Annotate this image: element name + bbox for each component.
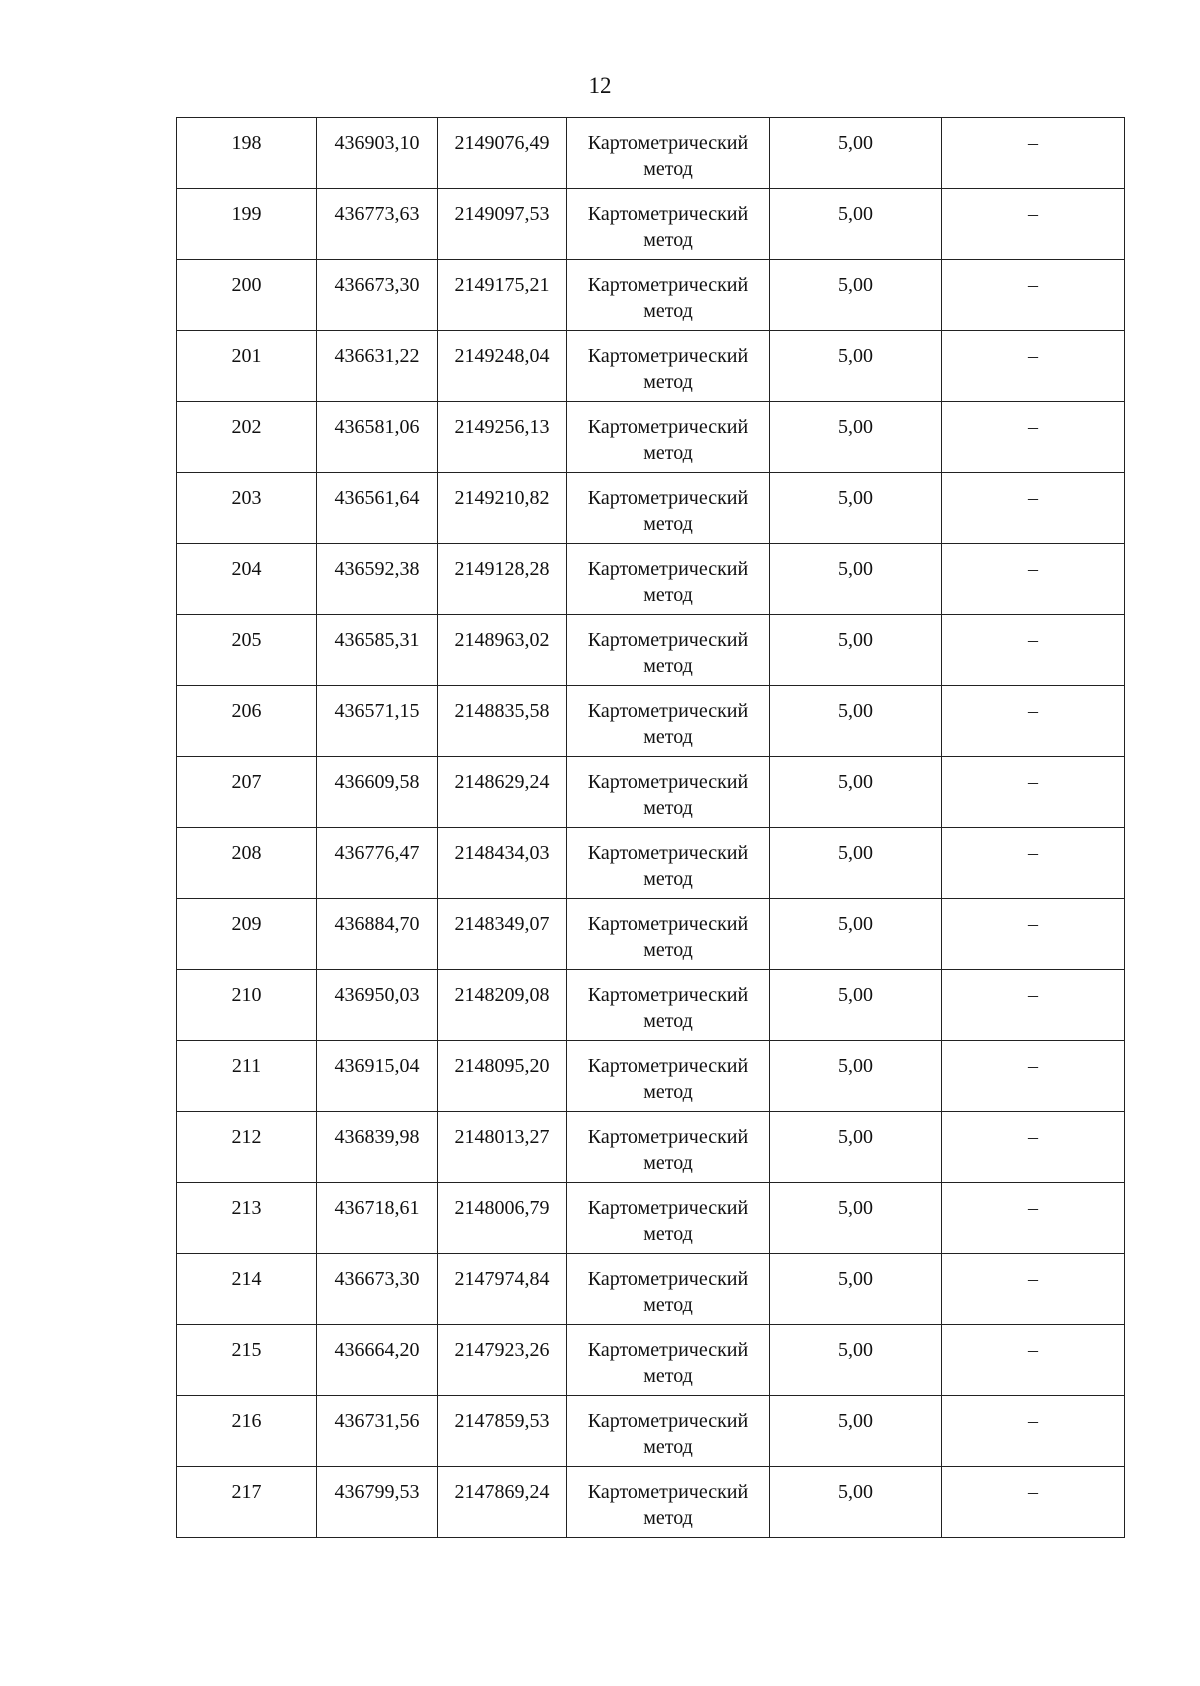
- table-row: [177, 1183, 1125, 1254]
- table-row: [177, 1041, 1125, 1112]
- table-row: [177, 189, 1125, 260]
- x-coordinate-cell: 436773,63: [317, 189, 438, 260]
- page-number: 12: [588, 73, 612, 98]
- method-line-1: Картометрический: [587, 1197, 749, 1219]
- method-line-1: Картометрический: [587, 345, 749, 367]
- accuracy-cell: 5,00: [770, 260, 942, 331]
- note-cell: –: [942, 686, 1125, 757]
- y-coordinate-cell: 2147869,24: [438, 1467, 567, 1538]
- x-coordinate-cell: 436950,03: [317, 970, 438, 1041]
- point-number-cell: 212: [177, 1112, 317, 1183]
- accuracy-cell: 5,00: [770, 1183, 942, 1254]
- accuracy-cell: 5,00: [770, 473, 942, 544]
- method-cell: [567, 473, 770, 544]
- method-line-1: Картометрический: [587, 1268, 749, 1290]
- x-coordinate-cell: 436776,47: [317, 828, 438, 899]
- point-number-cell: 217: [177, 1467, 317, 1538]
- note-cell: –: [942, 1112, 1125, 1183]
- note-cell: –: [942, 970, 1125, 1041]
- method-line-1: Картометрический: [587, 842, 749, 864]
- x-coordinate-cell: 436631,22: [317, 331, 438, 402]
- x-coordinate-cell: 436609,58: [317, 757, 438, 828]
- method-line-2: метод: [643, 1436, 693, 1458]
- method-line-2: метод: [643, 229, 693, 251]
- table-row: [177, 118, 1125, 189]
- method-line-1: Картометрический: [587, 132, 749, 154]
- accuracy-cell: 5,00: [770, 1041, 942, 1112]
- method-line-2: метод: [643, 868, 693, 890]
- method-cell: [567, 1467, 770, 1538]
- y-coordinate-cell: 2149128,28: [438, 544, 567, 615]
- note-cell: –: [942, 1396, 1125, 1467]
- method-line-2: метод: [643, 371, 693, 393]
- table-row: [177, 899, 1125, 970]
- method-cell: [567, 1254, 770, 1325]
- method-line-2: метод: [643, 1152, 693, 1174]
- method-line-1: Картометрический: [587, 1126, 749, 1148]
- table-row: [177, 402, 1125, 473]
- method-line-2: метод: [643, 442, 693, 464]
- note-cell: –: [942, 544, 1125, 615]
- accuracy-cell: 5,00: [770, 899, 942, 970]
- coordinates-table: [176, 117, 1125, 1538]
- method-cell: [567, 686, 770, 757]
- point-number-cell: 216: [177, 1396, 317, 1467]
- point-number-cell: 204: [177, 544, 317, 615]
- method-line-1: Картометрический: [587, 1055, 749, 1077]
- accuracy-cell: 5,00: [770, 118, 942, 189]
- table-row: [177, 1467, 1125, 1538]
- accuracy-cell: 5,00: [770, 189, 942, 260]
- note-cell: –: [942, 1254, 1125, 1325]
- method-cell: [567, 828, 770, 899]
- y-coordinate-cell: 2148209,08: [438, 970, 567, 1041]
- accuracy-cell: 5,00: [770, 1467, 942, 1538]
- y-coordinate-cell: 2148835,58: [438, 686, 567, 757]
- y-coordinate-cell: 2149097,53: [438, 189, 567, 260]
- method-line-2: метод: [643, 300, 693, 322]
- y-coordinate-cell: 2147974,84: [438, 1254, 567, 1325]
- accuracy-cell: 5,00: [770, 331, 942, 402]
- note-cell: –: [942, 402, 1125, 473]
- table-row: [177, 1254, 1125, 1325]
- point-number-cell: 214: [177, 1254, 317, 1325]
- table-row: [177, 1325, 1125, 1396]
- accuracy-cell: 5,00: [770, 402, 942, 473]
- y-coordinate-cell: 2148095,20: [438, 1041, 567, 1112]
- accuracy-cell: 5,00: [770, 1396, 942, 1467]
- point-number-cell: 213: [177, 1183, 317, 1254]
- y-coordinate-cell: 2147859,53: [438, 1396, 567, 1467]
- note-cell: –: [942, 260, 1125, 331]
- point-number-cell: 207: [177, 757, 317, 828]
- method-cell: [567, 1325, 770, 1396]
- table-row: [177, 331, 1125, 402]
- note-cell: –: [942, 1325, 1125, 1396]
- x-coordinate-cell: 436664,20: [317, 1325, 438, 1396]
- note-cell: –: [942, 1467, 1125, 1538]
- table-body: [177, 118, 1125, 1538]
- y-coordinate-cell: 2148434,03: [438, 828, 567, 899]
- accuracy-cell: 5,00: [770, 686, 942, 757]
- note-cell: –: [942, 1041, 1125, 1112]
- method-line-2: метод: [643, 513, 693, 535]
- method-line-1: Картометрический: [587, 1481, 749, 1503]
- table-row: [177, 1396, 1125, 1467]
- method-line-2: метод: [643, 1223, 693, 1245]
- method-line-2: метод: [643, 1507, 693, 1529]
- method-line-2: метод: [643, 797, 693, 819]
- method-line-2: метод: [643, 939, 693, 961]
- y-coordinate-cell: 2148349,07: [438, 899, 567, 970]
- table-row: [177, 544, 1125, 615]
- accuracy-cell: 5,00: [770, 1254, 942, 1325]
- method-line-2: метод: [643, 655, 693, 677]
- y-coordinate-cell: 2148629,24: [438, 757, 567, 828]
- method-line-1: Картометрический: [587, 771, 749, 793]
- point-number-cell: 209: [177, 899, 317, 970]
- accuracy-cell: 5,00: [770, 1112, 942, 1183]
- method-line-1: Картометрический: [587, 558, 749, 580]
- method-cell: [567, 757, 770, 828]
- method-line-1: Картометрический: [587, 913, 749, 935]
- table-row: [177, 260, 1125, 331]
- method-line-2: метод: [643, 1294, 693, 1316]
- accuracy-cell: 5,00: [770, 544, 942, 615]
- y-coordinate-cell: 2149256,13: [438, 402, 567, 473]
- x-coordinate-cell: 436673,30: [317, 260, 438, 331]
- method-line-1: Картометрический: [587, 700, 749, 722]
- method-line-2: метод: [643, 1010, 693, 1032]
- point-number-cell: 198: [177, 118, 317, 189]
- note-cell: –: [942, 189, 1125, 260]
- point-number-cell: 215: [177, 1325, 317, 1396]
- x-coordinate-cell: 436592,38: [317, 544, 438, 615]
- method-cell: [567, 1396, 770, 1467]
- method-cell: [567, 1112, 770, 1183]
- x-coordinate-cell: 436561,64: [317, 473, 438, 544]
- method-cell: [567, 899, 770, 970]
- y-coordinate-cell: 2149248,04: [438, 331, 567, 402]
- y-coordinate-cell: 2148006,79: [438, 1183, 567, 1254]
- method-cell: [567, 260, 770, 331]
- method-line-2: метод: [643, 726, 693, 748]
- y-coordinate-cell: 2148013,27: [438, 1112, 567, 1183]
- method-cell: [567, 331, 770, 402]
- accuracy-cell: 5,00: [770, 757, 942, 828]
- method-line-1: Картометрический: [587, 274, 749, 296]
- method-cell: [567, 615, 770, 686]
- note-cell: –: [942, 331, 1125, 402]
- point-number-cell: 199: [177, 189, 317, 260]
- method-line-1: Картометрический: [587, 629, 749, 651]
- note-cell: –: [942, 473, 1125, 544]
- y-coordinate-cell: 2147923,26: [438, 1325, 567, 1396]
- method-cell: [567, 189, 770, 260]
- note-cell: –: [942, 757, 1125, 828]
- y-coordinate-cell: 2149076,49: [438, 118, 567, 189]
- method-cell: [567, 118, 770, 189]
- method-line-1: Картометрический: [587, 1410, 749, 1432]
- table-row: [177, 1112, 1125, 1183]
- table-row: [177, 615, 1125, 686]
- note-cell: –: [942, 615, 1125, 686]
- x-coordinate-cell: 436903,10: [317, 118, 438, 189]
- x-coordinate-cell: 436884,70: [317, 899, 438, 970]
- x-coordinate-cell: 436799,53: [317, 1467, 438, 1538]
- x-coordinate-cell: 436673,30: [317, 1254, 438, 1325]
- method-cell: [567, 402, 770, 473]
- x-coordinate-cell: 436585,31: [317, 615, 438, 686]
- method-cell: [567, 1183, 770, 1254]
- accuracy-cell: 5,00: [770, 970, 942, 1041]
- point-number-cell: 205: [177, 615, 317, 686]
- accuracy-cell: 5,00: [770, 615, 942, 686]
- point-number-cell: 202: [177, 402, 317, 473]
- method-line-1: Картометрический: [587, 984, 749, 1006]
- x-coordinate-cell: 436571,15: [317, 686, 438, 757]
- point-number-cell: 210: [177, 970, 317, 1041]
- table-row: [177, 757, 1125, 828]
- accuracy-cell: 5,00: [770, 828, 942, 899]
- accuracy-cell: 5,00: [770, 1325, 942, 1396]
- method-line-2: метод: [643, 1365, 693, 1387]
- y-coordinate-cell: 2149210,82: [438, 473, 567, 544]
- table-row: [177, 473, 1125, 544]
- note-cell: –: [942, 1183, 1125, 1254]
- point-number-cell: 206: [177, 686, 317, 757]
- y-coordinate-cell: 2149175,21: [438, 260, 567, 331]
- point-number-cell: 208: [177, 828, 317, 899]
- table-row: [177, 828, 1125, 899]
- method-cell: [567, 1041, 770, 1112]
- x-coordinate-cell: 436581,06: [317, 402, 438, 473]
- y-coordinate-cell: 2148963,02: [438, 615, 567, 686]
- point-number-cell: 203: [177, 473, 317, 544]
- method-cell: [567, 544, 770, 615]
- method-cell: [567, 970, 770, 1041]
- method-line-1: Картометрический: [587, 416, 749, 438]
- table-row: [177, 970, 1125, 1041]
- x-coordinate-cell: 436915,04: [317, 1041, 438, 1112]
- method-line-1: Картометрический: [587, 203, 749, 225]
- method-line-2: метод: [643, 158, 693, 180]
- table-row: [177, 686, 1125, 757]
- point-number-cell: 211: [177, 1041, 317, 1112]
- note-cell: –: [942, 118, 1125, 189]
- method-line-2: метод: [643, 1081, 693, 1103]
- x-coordinate-cell: 436718,61: [317, 1183, 438, 1254]
- method-line-2: метод: [643, 584, 693, 606]
- method-line-1: Картометрический: [587, 1339, 749, 1361]
- point-number-cell: 201: [177, 331, 317, 402]
- point-number-cell: 200: [177, 260, 317, 331]
- method-line-1: Картометрический: [587, 487, 749, 509]
- note-cell: –: [942, 828, 1125, 899]
- x-coordinate-cell: 436839,98: [317, 1112, 438, 1183]
- x-coordinate-cell: 436731,56: [317, 1396, 438, 1467]
- note-cell: –: [942, 899, 1125, 970]
